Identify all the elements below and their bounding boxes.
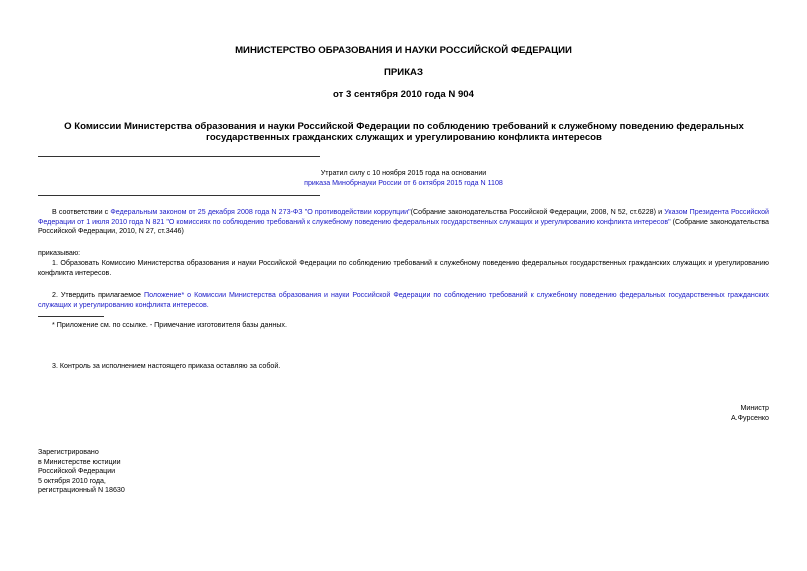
order-item-3: 3. Контроль за исполнением настоящего приказа оставляю за собой. (52, 362, 281, 370)
preamble-text-1: В соответствии с (52, 208, 111, 216)
order-item-1: 1. Образовать Комиссию Министерства образования и науки Российской Федерации по соблюдению требований к служебному поведению федеральных государственных гражданских служащих и урегулированию конфликта интересов. (38, 259, 769, 277)
document-title: О Комиссии Министерства образования и науки Российской Федерации по соблюдению требований к служебному поведению федеральных государственных гражданских служащих и урегулированию конфликта интересов (64, 121, 744, 143)
status-note-link[interactable]: приказа Минобрнауки России от 6 октября 2015 года N 1108 (304, 179, 503, 187)
status-note: Утратил силу с 10 ноября 2015 года на основании (320, 169, 487, 177)
signature-name: А.Фурсенко (730, 414, 769, 422)
title-divider (38, 156, 320, 157)
footnote-divider (38, 316, 104, 317)
date-number-heading: от 3 сентября 2010 года N 904 (333, 89, 474, 100)
doc-type-heading: ПРИКАЗ (384, 67, 423, 78)
preamble-paragraph (38, 208, 769, 237)
presidential-decree-link[interactable]: Указом Президента Российской Федерации от 1 июля 2010 года N 821 "О комиссиях по соблюдению требований к служебному поведению федеральных государственных служащих и урегулированию конфликта интересов" (38, 208, 770, 226)
footnote: * Приложение см. по ссылке. - Примечание изготовителя базы данных. (52, 321, 287, 329)
preamble-text-3: (Собрание законодательства Российской Федерации, 2010, N 27, ст.3446) (38, 217, 769, 236)
signature-position: Министр (740, 404, 769, 412)
ministry-heading: МИНИСТЕРСТВО ОБРАЗОВАНИЯ И НАУКИ РОССИЙСКОЙ ФЕДЕРАЦИИ (235, 45, 572, 56)
registration-line: 5 октября 2010 года, (38, 476, 106, 485)
status-divider (38, 195, 320, 196)
registration-line: Российской Федерации (38, 467, 116, 476)
registration-line: Зарегистрировано (38, 448, 99, 456)
order-item-2 (38, 291, 769, 310)
registration-line: регистрационный N 18630 (38, 486, 125, 495)
order-item-2-text: 2. Утвердить прилагаемое (52, 291, 144, 299)
regulation-link[interactable]: Положение* о Комиссии Министерства образования и науки Российской Федерации по соблюдению требований к служебному поведению федеральных государственных гражданских служащих и урегулированию конфликта интересов. (38, 291, 769, 309)
registration-line: в Министерстве юстиции (38, 457, 121, 466)
registration-block (38, 448, 125, 496)
federal-law-link[interactable]: Федеральным законом от 25 декабря 2008 года N 273-ФЗ "О противодействии коррупции" (110, 208, 411, 216)
order-word: приказываю: (38, 249, 81, 257)
preamble-text-2: (Собрание законодательства Российской Федерации, 2008, N 52, ст.6228) и (410, 208, 665, 216)
